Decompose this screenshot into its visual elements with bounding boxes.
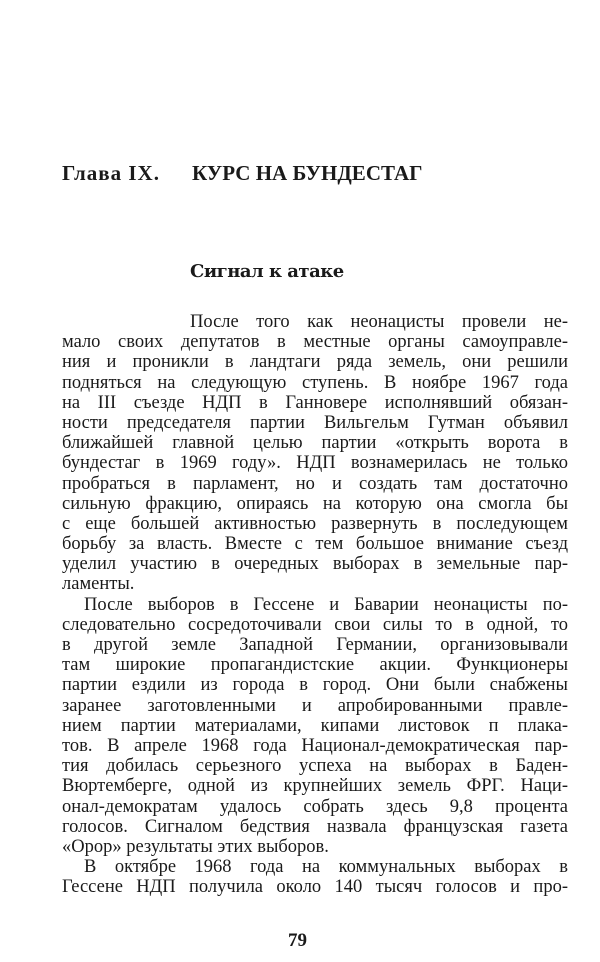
body-text [62,312,568,897]
text-line: там широкие пропагандистские акции. Функционеры [62,655,568,676]
text-line: борьбу за власть. Вместе с тем большое внимание съезд [62,534,568,555]
text-line: пробраться в парламент, но и создать там достаточно [62,473,568,494]
text-line: бундестаг в 1969 году». НДП вознамерилась не только [62,453,568,474]
text-line: сильную фракцию, опираясь на которую она смогла бы [62,493,568,514]
text-line: следовательно сосредоточивали свои силы то в одной, то [62,614,568,635]
text-line: заранее заготовленными и апробированными правле- [62,695,568,716]
chapter-label: Глава IX. [62,161,160,185]
text-line: ламенты. [62,574,135,595]
text-line: подняться на следующую ступень. В ноябре 1967 года [62,372,568,393]
text-line: ния и проникли в ландтаги ряда земель, они решили [62,352,568,373]
text-line: на III съезде НДП в Ганновере исполнявший обязан- [62,392,568,413]
text-line: мало своих депутатов в местные органы самоуправле- [62,332,568,353]
text-line: в другой земле Западной Германии, организовывали [62,635,568,655]
section-title: Сигнал к атаке [190,261,344,282]
text-line: тов. В апреле 1968 года Национал-демократическая пар- [62,735,568,756]
text-line: ности председателя партии Вильгельм Гутман объявил [62,412,568,433]
text-line: «Орор» результаты этих выборов. [62,836,329,857]
text-line: голосов. Сигналом бедствия назвала французская газета [62,816,568,837]
text-line: ближайшей главной целью партии «открыть ворота в [62,433,568,454]
text-line: После выборов в Гессене и Баварии неонацисты по- [84,594,568,615]
text-line: После того как неонацисты провели не- [190,312,568,332]
chapter-title: КУРС НА БУНДЕСТАГ [192,161,423,185]
text-line: В октябре 1968 года на коммунальных выборах в [84,857,568,878]
text-line: онал-демократам удалось собрать здесь 9,8 процента [62,796,568,817]
text-line: с еще большей активностью развернуть в последующем [62,513,568,534]
page-number: 79 [288,930,307,951]
text-line: нием партии материалами, кипами листовок п плака- [62,715,568,736]
text-line: уделил участию в очередных выборах в земельные пар- [62,554,568,575]
text-line: партии ездили из города в город. Они были снабжены [62,675,568,696]
text-line: Вюртемберге, одной из крупнейших земель ФРГ. Наци- [62,776,568,797]
text-line: Гессене НДП получила около 140 тысяч голосов и про- [62,877,568,898]
text-line: тия добилась серьезного успеха на выборах в Баден- [62,756,568,777]
